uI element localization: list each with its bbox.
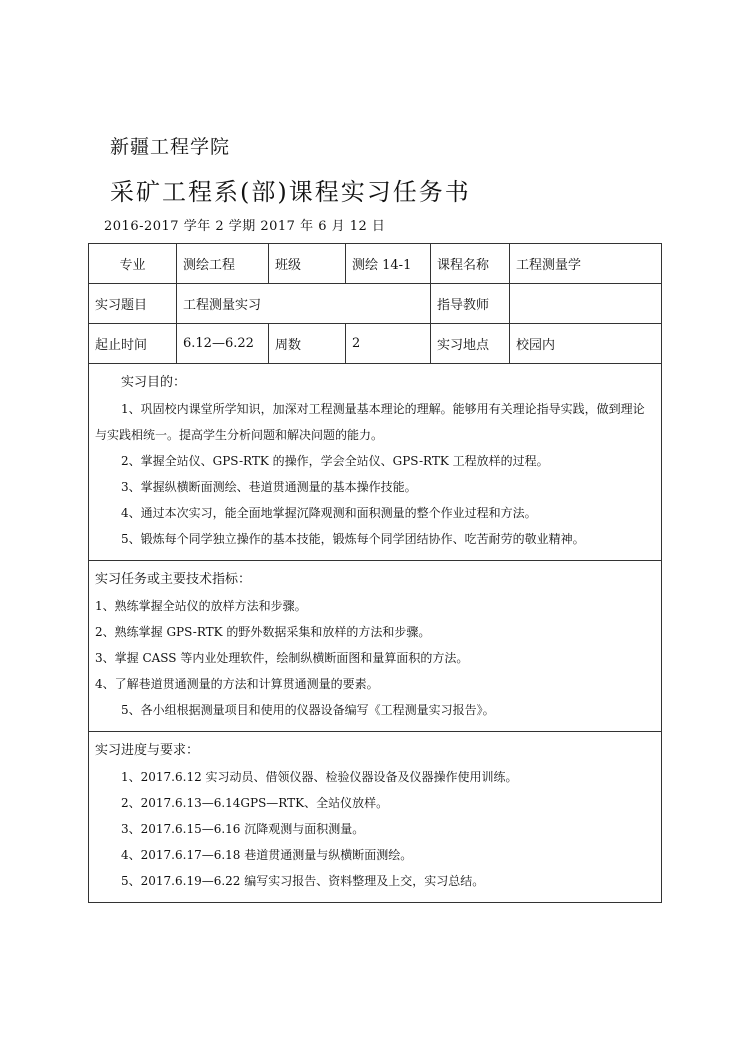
period-value: 6.12—6.22 [177,324,269,364]
schedule-title: 实习进度与要求： [95,743,200,758]
info-row-3 [89,324,662,364]
schedule-item: 1、2017.6.12 实习动员、借领仪器、检验仪器设备及仪器操作使用训练。 [121,770,518,784]
task-item: 5、各小组根据测量项目和使用的仪器设备编写《工程测量实习报告》。 [121,703,495,717]
tasks-title: 实习任务或主要技术指标： [95,572,252,587]
schedule-row [89,732,662,903]
purpose-item: 5、锻炼每个同学独立操作的基本技能，锻炼每个同学团结协作、吃苦耐劳的敬业精神。 [121,532,585,546]
task-table [88,243,662,903]
purpose-section [89,364,662,561]
class-label: 班级 [269,244,346,284]
major-label: 专业 [89,244,177,284]
task-item: 1、熟练掌握全站仪的放样方法和步骤。 [95,599,307,613]
advisor-label: 指导教师 [431,284,510,324]
topic-label: 实习题目 [89,284,177,324]
purpose-item: 4、通过本次实习，能全面地掌握沉降观测和面积测量的整个作业过程和方法。 [121,506,537,520]
tasks-section [89,561,662,732]
tasks-row [89,561,662,732]
location-value: 校园内 [510,324,662,364]
task-item: 4、了解巷道贯通测量的方法和计算贯通测量的要素。 [95,677,379,691]
document-title: 采矿工程系(部)课程实习任务书 [110,178,471,206]
course-value: 工程测量学 [510,244,662,284]
purpose-item: 2、掌握全站仪、GPS-RTK 的操作，学会全站仪、GPS-RTK 工程放样的过程。 [121,454,549,468]
course-label: 课程名称 [431,244,510,284]
school-name: 新疆工程学院 [110,136,231,158]
date-line: 2016-2017 学年 2 学期 2017 年 6 月 12 日 [104,219,386,234]
advisor-value [510,284,662,324]
period-label: 起止时间 [89,324,177,364]
info-row-1 [89,244,662,284]
schedule-item: 4、2017.6.17—6.18 巷道贯通测量与纵横断面测绘。 [121,848,413,862]
task-item: 3、掌握 CASS 等内业处理软件，绘制纵横断面图和量算面积的方法。 [95,651,469,665]
weeks-value: 2 [346,324,431,364]
schedule-section [89,732,662,903]
weeks-label: 周数 [269,324,346,364]
purpose-row [89,364,662,561]
purpose-title: 实习目的： [121,375,187,390]
location-label: 实习地点 [431,324,510,364]
schedule-item: 3、2017.6.15—6.16 沉降观测与面积测量。 [121,822,365,836]
major-value: 测绘工程 [177,244,269,284]
task-item: 2、熟练掌握 GPS-RTK 的野外数据采集和放样的方法和步骤。 [95,625,431,639]
info-row-2 [89,284,662,324]
schedule-item: 2、2017.6.13—6.14GPS—RTK、全站仪放样。 [121,796,389,810]
purpose-item: 3、掌握纵横断面测绘、巷道贯通测量的基本操作技能。 [121,480,417,494]
purpose-item: 1、巩固校内课堂所学知识，加深对工程测量基本理论的理解。能够用有关理论指导实践，做到理论与实践相统一。提高学生分析问题和解决问题的能力。 [95,402,645,442]
topic-value: 工程测量实习 [177,284,431,324]
schedule-item: 5、2017.6.19—6.22 编写实习报告、资料整理及上交，实习总结。 [121,874,485,888]
class-value: 测绘 14-1 [346,244,431,284]
